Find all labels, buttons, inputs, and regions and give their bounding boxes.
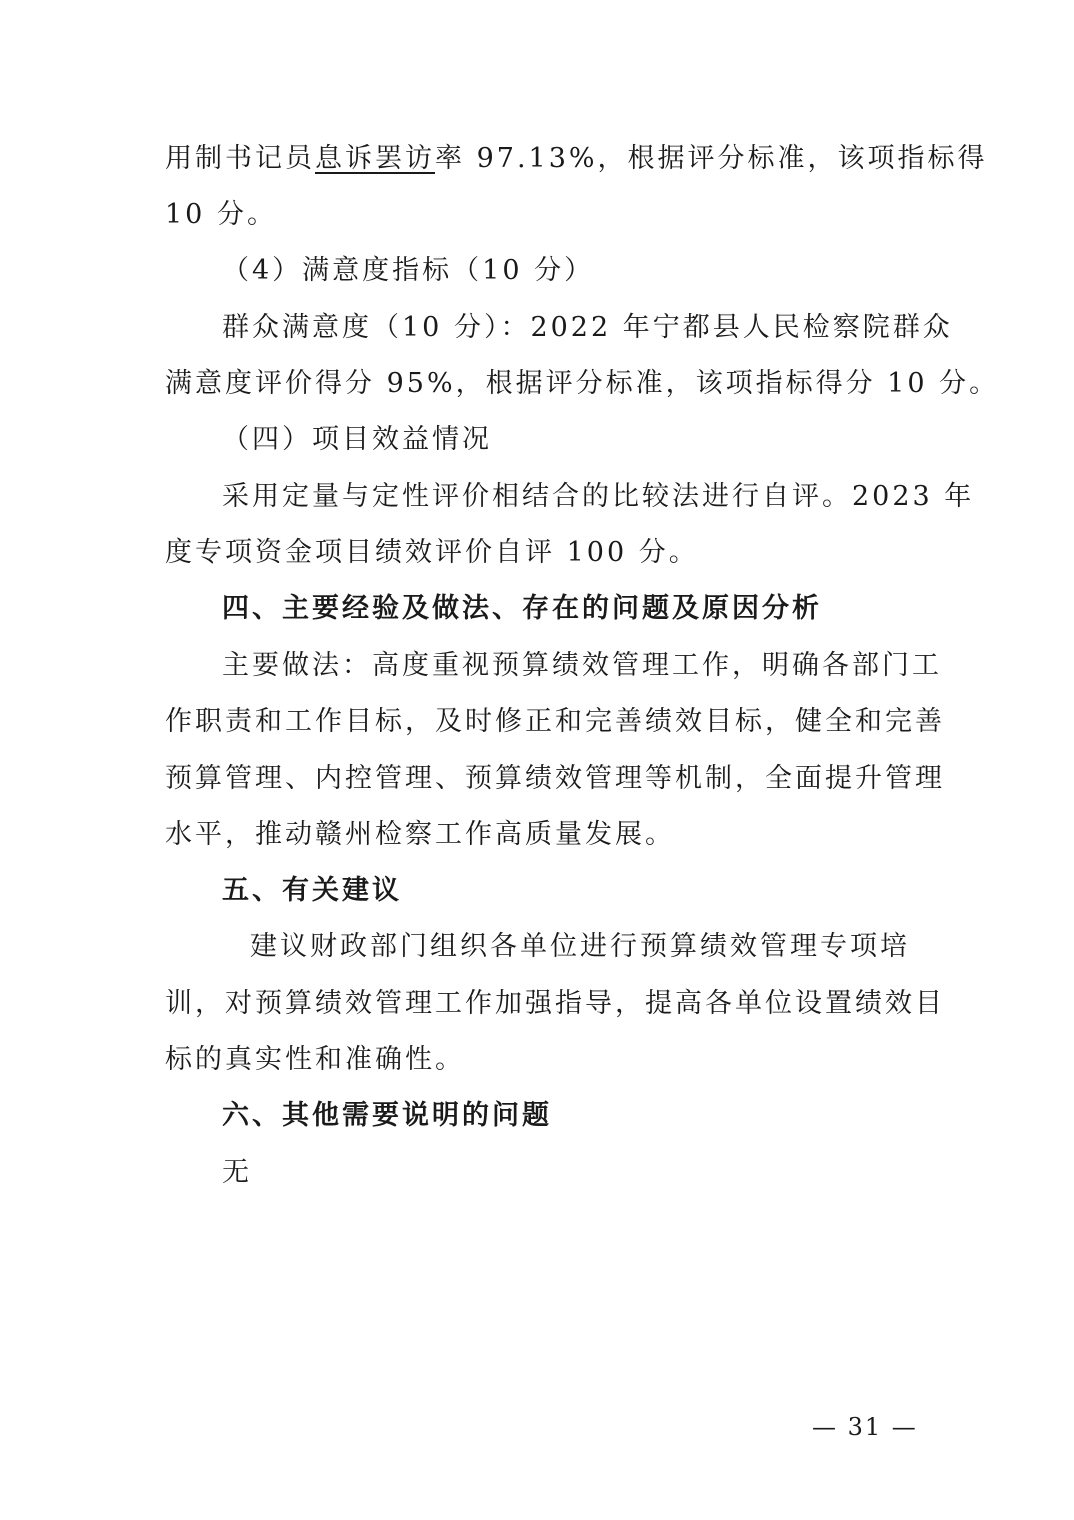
section-heading-4: 四、主要经验及做法、存在的问题及原因分析 [222,593,822,624]
paragraph-line: 群众满意度（10 分）：2022 年宁都县人民检察院群众 [222,312,953,343]
paragraph-line [165,141,988,177]
paragraph-line: 无 [222,1157,252,1188]
paragraph-line: 训，对预算绩效管理工作加强指导，提高各单位设置绩效目 [165,988,945,1019]
text-segment: 率 97.13%，根据评分标准，该项指标得 [435,143,988,174]
underlined-text: 息诉罢访 [315,143,435,174]
paragraph-line: 水平，推动赣州检察工作高质量发展。 [165,819,675,850]
section-heading-5: 五、有关建议 [222,875,402,906]
paragraph-line: 预算管理、内控管理、预算绩效管理等机制，全面提升管理 [165,763,945,794]
paragraph-line: 作职责和工作目标，及时修正和完善绩效目标，健全和完善 [165,706,945,737]
paragraph-line: 采用定量与定性评价相结合的比较法进行自评。2023 年 [222,481,975,512]
paragraph-line: 度专项资金项目绩效评价自评 100 分。 [165,537,699,568]
paragraph-line: 标的真实性和准确性。 [165,1044,465,1075]
page-number: — 31 — [812,1413,918,1441]
paragraph-line: 主要做法：高度重视预算绩效管理工作，明确各部门工 [222,650,942,681]
paragraph-line: 10 分。 [165,199,277,230]
paragraph-line: 建议财政部门组织各单位进行预算绩效管理专项培 [250,931,910,962]
section-heading-6: 六、其他需要说明的问题 [222,1100,552,1131]
paragraph-line: 满意度评价得分 95%，根据评分标准，该项指标得分 10 分。 [165,368,1000,399]
subheading-satisfaction: （4）满意度指标（10 分） [222,255,595,286]
text-segment: 用制书记员 [165,143,315,174]
subheading-benefit: （四）项目效益情况 [222,424,492,455]
